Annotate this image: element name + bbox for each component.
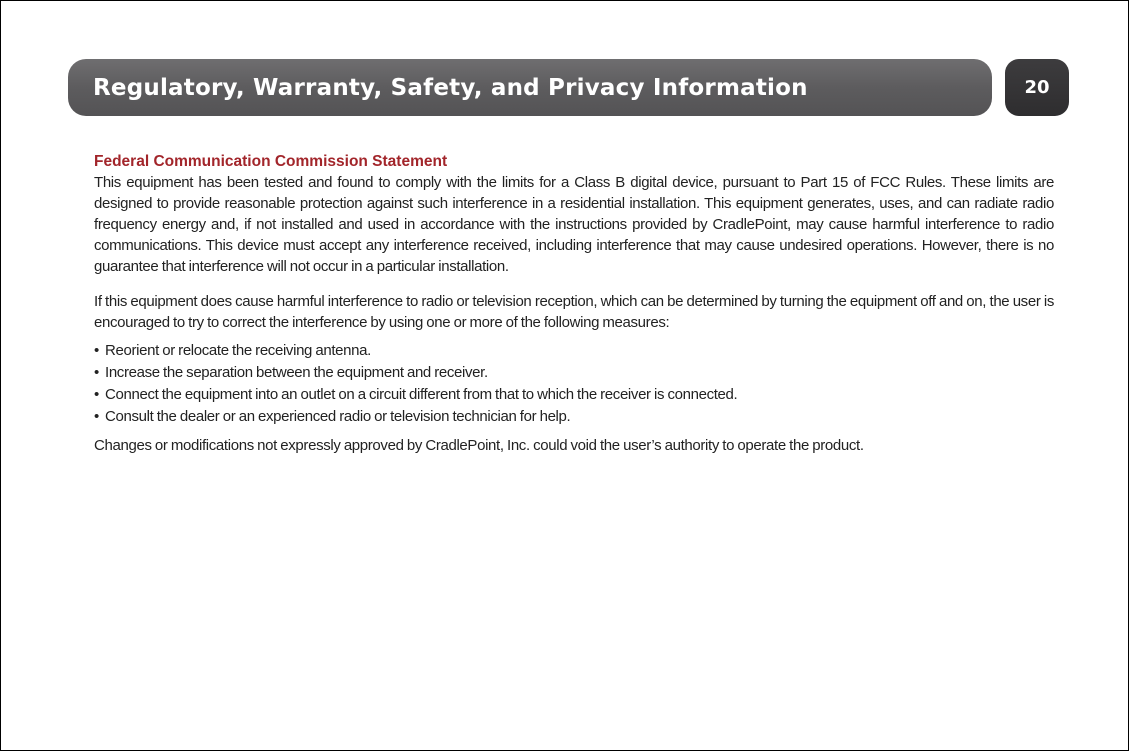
page-number-badge xyxy=(1005,59,1069,116)
list-item-text: Reorient or relocate the receiving antenna. xyxy=(105,342,371,359)
fcc-section xyxy=(94,151,1054,471)
bullet-icon: • xyxy=(94,364,99,381)
fcc-compliance-paragraph: This equipment has been tested and found to comply with the limits for a Class B digital device, pursuant to Part 15 of FCC Rules. These limits are designed to provide reasonable protection against such interference in a residential installation. This equipment generates, uses, and can radiate radio frequency energy and, if not installed and used in accordance with the instructions provided by CradlePoint, may cause harmful interference to radio communications. This device must accept any interference received, including interference that may cause undesired operations. However, there is no guarantee that interference will not occur in a particular installation. xyxy=(94,174,1054,275)
list-item xyxy=(94,362,1054,383)
bullet-icon: • xyxy=(94,408,99,425)
list-item-text: Consult the dealer or an experienced radio or television technician for help. xyxy=(105,408,571,425)
remedy-measures-list xyxy=(94,340,1054,427)
page-number: 20 xyxy=(1024,77,1050,98)
bullet-icon: • xyxy=(94,386,99,403)
interference-remedy-paragraph: If this equipment does cause harmful interference to radio or television reception, which can be determined by turning the equipment off and on, the user is encouraged to try to correct the interference by using one or more of the following measures: xyxy=(94,293,1054,331)
section-heading: Federal Communication Commission Statement xyxy=(94,153,448,170)
list-item-text: Connect the equipment into an outlet on a circuit different from that to which the receiver is connected. xyxy=(105,386,738,403)
list-item xyxy=(94,384,1054,405)
modifications-warning-paragraph: Changes or modifications not expressly approved by CradlePoint, Inc. could void the user’s authority to operate the product. xyxy=(94,437,864,454)
list-item xyxy=(94,340,1054,361)
bullet-icon: • xyxy=(94,342,99,359)
header-bar xyxy=(68,59,992,116)
list-item xyxy=(94,406,1054,427)
page-title: Regulatory, Warranty, Safety, and Privacy Information xyxy=(93,74,808,101)
list-item-text: Increase the separation between the equipment and receiver. xyxy=(105,364,488,381)
